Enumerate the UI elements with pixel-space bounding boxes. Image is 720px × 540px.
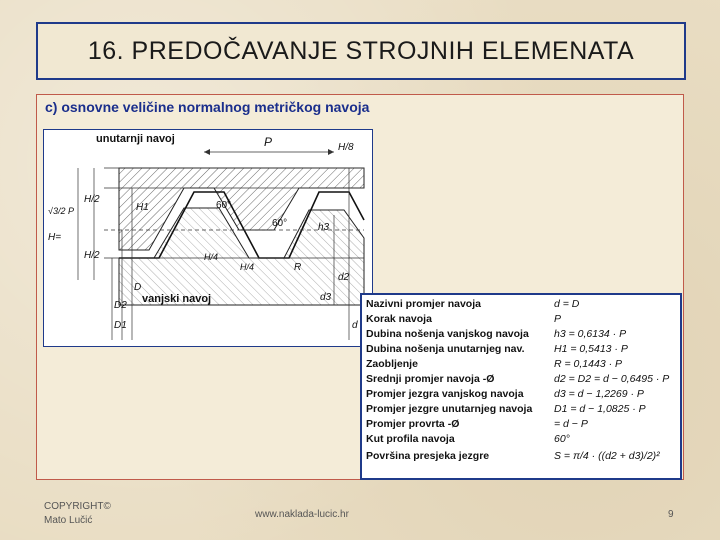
- row-value: d2 = D2 = d − 0,6495 · P: [554, 373, 670, 385]
- row-label: Korak navoja: [366, 313, 432, 325]
- label-H1: H1: [136, 202, 149, 213]
- row-label: Promjer provrta -Ø: [366, 418, 460, 430]
- slide-title: 16. PREDOČAVANJE STROJNIH ELEMENATA: [36, 22, 686, 80]
- row-value: R = 0,1443 · P: [554, 358, 622, 370]
- row-label: Zaobljenje: [366, 358, 418, 370]
- table-row: [366, 328, 676, 343]
- row-value: d = D: [554, 298, 580, 310]
- row-value: = d − P: [554, 418, 588, 430]
- copyright-line1: COPYRIGHT©: [44, 501, 111, 512]
- section-subtitle: c) osnovne veličine normalnog metričkog navoja: [45, 99, 370, 115]
- label-D: D: [134, 282, 142, 293]
- label-H4a: H/4: [204, 252, 219, 262]
- table-row: [366, 403, 676, 418]
- label-60b: 60°: [272, 218, 288, 229]
- label-H: H=: [48, 232, 62, 243]
- label-H4b: H/4: [240, 262, 255, 272]
- row-value: S = π/4 · ((d2 + d3)/2)²: [554, 450, 660, 462]
- label-d3: d3: [320, 292, 332, 303]
- row-label: Dubina nošenja vanjskog navoja: [366, 328, 529, 340]
- label-R: R: [294, 262, 302, 273]
- label-outer-thread: vanjski navoj: [142, 293, 212, 305]
- content-panel: [36, 94, 684, 480]
- label-P: P: [264, 135, 273, 149]
- label-h3: h3: [318, 222, 330, 233]
- row-value: H1 = 0,5413 · P: [554, 343, 628, 355]
- row-value: 60°: [554, 433, 570, 445]
- label-H2a: H/2: [84, 194, 100, 205]
- table-row: [366, 373, 676, 388]
- row-value: D1 = d − 1,0825 · P: [554, 403, 646, 415]
- label-inner-thread: unutarnji navoj: [96, 133, 175, 145]
- copyright-line2: Mato Lučić: [44, 515, 93, 526]
- label-D1: D1: [114, 320, 127, 331]
- label-d2: d2: [338, 272, 350, 283]
- row-label: Površina presjeka jezgre: [366, 450, 490, 462]
- row-label: Srednji promjer navoja -Ø: [366, 373, 495, 385]
- label-D2: D2: [114, 300, 127, 311]
- label-d: d: [352, 320, 358, 331]
- footer-website[interactable]: www.naklada-lucic.hr: [255, 509, 349, 520]
- row-value: P: [554, 313, 562, 325]
- table-row: [366, 388, 676, 403]
- label-60a: 60°: [216, 200, 232, 211]
- table-row: [366, 450, 676, 465]
- label-H-formula: √3/2 P: [48, 206, 74, 216]
- row-value: h3 = 0,6134 · P: [554, 328, 627, 340]
- row-value: d3 = d − 1,2269 · P: [554, 388, 644, 400]
- thread-profile-svg: [44, 130, 372, 346]
- row-label: Kut profila navoja: [366, 433, 455, 445]
- row-label: Promjer jezgre unutarnjeg navoja: [366, 403, 533, 415]
- row-label: Dubina nošenja unutarnjeg nav.: [366, 343, 525, 355]
- thread-dimensions-table: [360, 293, 682, 480]
- label-H2b: H/2: [84, 250, 100, 261]
- footer-copyright: [44, 500, 134, 528]
- table-row: [366, 358, 676, 373]
- table-row: [366, 298, 676, 313]
- page-number: 9: [668, 509, 674, 520]
- table-row: [366, 313, 676, 328]
- table-row: [366, 418, 676, 433]
- table-row: [366, 433, 676, 448]
- table-row: [366, 343, 676, 358]
- row-label: Nazivni promjer navoja: [366, 298, 481, 310]
- row-label: Promjer jezgra vanjskog navoja: [366, 388, 524, 400]
- thread-profile-drawing: [43, 129, 373, 347]
- label-H8: H/8: [338, 142, 354, 153]
